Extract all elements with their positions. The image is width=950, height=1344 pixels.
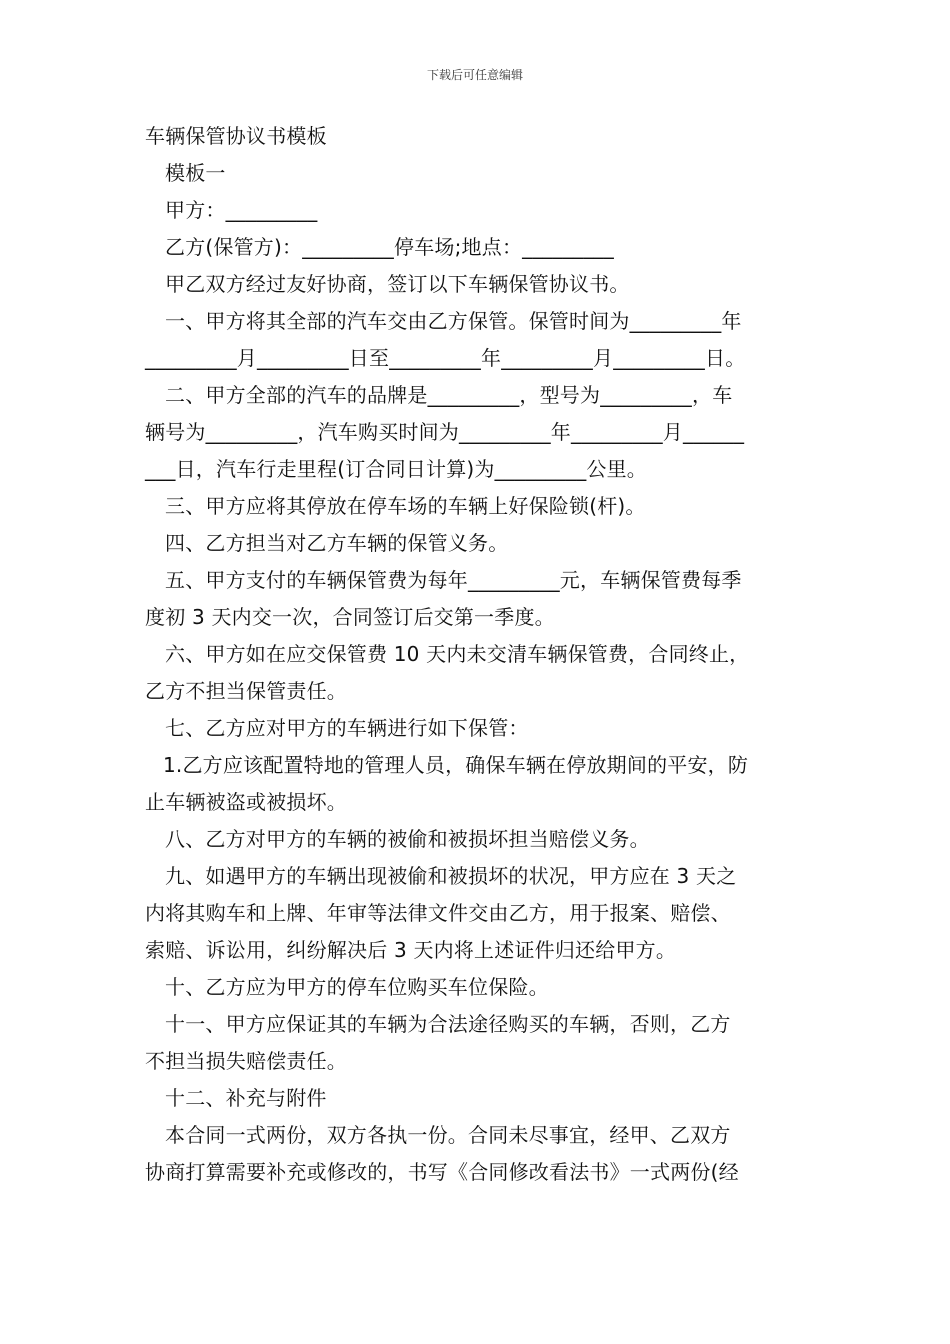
clause-4-line-1: 四、乙方担当对乙方车辆的保管义务。: [165, 531, 509, 555]
clause-7-line-1: 七、乙方应对甲方的车辆进行如下保管：: [165, 716, 529, 740]
document-title: 车辆保管协议书模板: [145, 124, 327, 148]
clause-6-line-2: 乙方不担当保管责任。: [145, 679, 347, 703]
clause-6-line-1: 六、甲方如在应交保管费 10 天内未交清车辆保管费，合同终止，: [165, 642, 750, 666]
clause-9-line-2: 内将其购车和上牌、年审等法律文件交由乙方，用于报案、赔偿、: [145, 901, 731, 925]
clause-2-line-2: 辆号为_________，汽车购买时间为_________年_________月______: [145, 420, 745, 444]
clause-2-line-1: 二、甲方全部的汽车的品牌是_________，型号为_________，车: [165, 383, 733, 407]
clause-2-line-3: ___日，汽车行走里程(订合同日计算)为_________公里。: [145, 457, 648, 481]
clause-7-item-1-line-2: 止车辆被盗或被损坏。: [145, 790, 347, 814]
clause-9-line-3: 索赔、诉讼用，纠纷解决后 3 天内将上述证件归还给甲方。: [145, 938, 677, 962]
clause-3-line-1: 三、甲方应将其停放在停车场的车辆上好保险锁(杆)。: [165, 494, 646, 518]
clause-5-line-2: 度初 3 天内交一次，合同签订后交第一季度。: [145, 605, 555, 629]
clause-11-line-2: 不担当损失赔偿责任。: [145, 1049, 347, 1073]
clause-1-line-2: _________月_________日至_________年_________月_________日。: [145, 346, 746, 370]
closing-line-2: 协商打算需要补充或修改的，书写《合同修改看法书》一式两份(经: [145, 1160, 739, 1184]
clause-7-item-1-line-1: 1.乙方应该配置特地的管理人员，确保车辆在停放期间的平安，防: [163, 753, 749, 777]
party-b-line: 乙方(保管方)：_________停车场;地点：_________: [165, 235, 614, 259]
header-note: 下载后可任意编辑: [426, 68, 523, 82]
party-a-line: 甲方：_________: [165, 198, 318, 222]
template-label: 模板一: [165, 161, 226, 185]
intro-line: 甲乙双方经过友好协商，签订以下车辆保管协议书。: [165, 272, 630, 296]
clause-12-line-1: 十二、补充与附件: [165, 1086, 327, 1110]
clause-5-line-1: 五、甲方支付的车辆保管费为每年_________元，车辆保管费每季: [165, 568, 742, 592]
clause-9-line-1: 九、如遇甲方的车辆出现被偷和被损坏的状况，甲方应在 3 天之: [165, 864, 737, 888]
document-body: [145, 118, 807, 1191]
closing-line-1: 本合同一式两份，双方各执一份。合同未尽事宜，经甲、乙双方: [165, 1123, 731, 1147]
clause-10-line-1: 十、乙方应为甲方的停车位购买车位保险。: [165, 975, 549, 999]
clause-11-line-1: 十一、甲方应保证其的车辆为合法途径购买的车辆，否则，乙方: [165, 1012, 731, 1036]
clause-8-line-1: 八、乙方对甲方的车辆的被偷和被损坏担当赔偿义务。: [165, 827, 650, 851]
clause-1-line-1: 一、甲方将其全部的汽车交由乙方保管。保管时间为_________年: [165, 309, 742, 333]
